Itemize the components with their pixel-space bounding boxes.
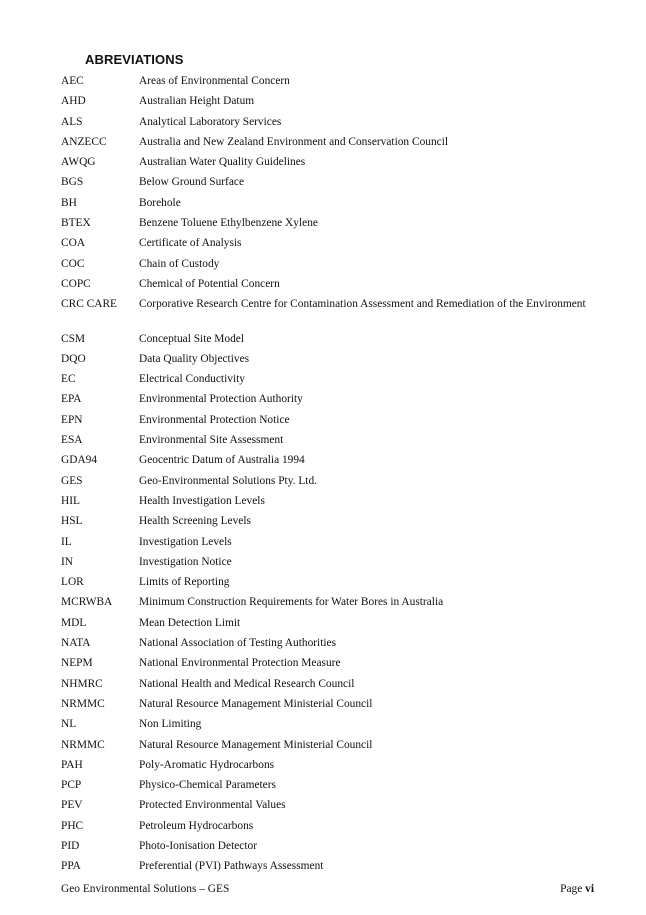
abbreviation-term: IN — [61, 555, 74, 568]
abbreviation-term: MDL — [61, 616, 87, 629]
abbreviation-definition: Health Investigation Levels — [139, 494, 265, 507]
abbreviation-definition: Chain of Custody — [139, 257, 220, 270]
page-footer — [61, 883, 594, 895]
abbreviation-term: COPC — [61, 277, 91, 290]
abbreviation-row — [61, 297, 594, 331]
abbreviation-definition: Corporative Research Centre for Contamination Assessment and Remediation of the Environment — [139, 298, 586, 311]
abbreviation-term: ESA — [61, 434, 83, 447]
abbreviation-row — [61, 257, 594, 277]
abbreviation-definition: Poly-Aromatic Hydrocarbons — [139, 758, 275, 771]
abbreviation-term: PPA — [61, 860, 81, 873]
abbreviation-row — [61, 535, 594, 555]
abbreviation-term: LOR — [61, 576, 84, 589]
abbreviation-term: PEV — [61, 799, 83, 812]
abbreviation-term: AHD — [61, 95, 86, 108]
abbreviation-row — [61, 392, 594, 412]
abbreviation-term: AEC — [61, 75, 84, 87]
abbreviation-term: NRMMC — [61, 697, 105, 710]
footer-page-label: Page — [560, 883, 586, 895]
abbreviation-term: ALS — [61, 115, 83, 128]
abbreviation-row — [61, 595, 594, 615]
abbreviation-definition: Limits of Reporting — [139, 576, 230, 589]
abbreviation-definition: Australia and New Zealand Environment and Conservation Council — [139, 135, 449, 148]
abbreviation-definition: Geocentric Datum of Australia 1994 — [139, 454, 305, 467]
abbreviation-definition: Analytical Laboratory Services — [139, 115, 282, 128]
abbreviation-definition: Investigation Notice — [139, 555, 232, 568]
abbreviation-row — [61, 474, 594, 494]
abbreviation-term: IL — [61, 535, 72, 548]
abbreviation-definition: Chemical of Potential Concern — [139, 277, 280, 290]
abbreviation-term: PHC — [61, 819, 84, 832]
abbreviation-term: GES — [61, 474, 83, 487]
abbreviation-row — [61, 738, 594, 758]
abbreviation-row — [61, 74, 594, 94]
abbreviation-term: NL — [61, 718, 77, 731]
abbreviation-term: DQO — [61, 352, 86, 365]
page-title: ABREVIATIONS — [85, 52, 184, 67]
abbreviation-row — [61, 236, 594, 256]
abbreviation-definition: Protected Environmental Values — [139, 799, 286, 812]
abbreviation-definition: Physico-Chemical Parameters — [139, 779, 276, 792]
abbreviation-definition: Australian Water Quality Guidelines — [139, 156, 306, 169]
abbreviation-row — [61, 94, 594, 114]
abbreviation-row — [61, 413, 594, 433]
abbreviation-definition: Conceptual Site Model — [139, 332, 245, 345]
abbreviations-list — [61, 74, 594, 880]
abbreviation-definition: National Environmental Protection Measure — [139, 657, 341, 670]
abbreviation-row — [61, 115, 594, 135]
abbreviation-definition: Minimum Construction Requirements for Water Bores in Australia — [139, 596, 444, 609]
abbreviation-definition: Environmental Site Assessment — [139, 434, 284, 447]
abbreviation-term: PID — [61, 839, 80, 852]
abbreviation-definition: Areas of Environmental Concern — [139, 75, 290, 87]
abbreviation-definition: Australian Height Datum — [139, 95, 255, 108]
abbreviation-term: CSM — [61, 332, 86, 345]
abbreviation-definition: Data Quality Objectives — [139, 352, 250, 365]
abbreviation-term: COA — [61, 237, 86, 250]
abbreviation-row — [61, 717, 594, 737]
abbreviation-term: BH — [61, 196, 77, 209]
abbreviation-term: BTEX — [61, 217, 91, 230]
abbreviation-row — [61, 758, 594, 778]
abbreviation-term: AWQG — [61, 156, 96, 169]
abbreviation-definition: Geo-Environmental Solutions Pty. Ltd. — [139, 474, 318, 487]
abbreviation-row — [61, 677, 594, 697]
abbreviation-definition: Borehole — [139, 196, 181, 209]
abbreviation-definition: Investigation Levels — [139, 535, 232, 548]
abbreviation-row — [61, 697, 594, 717]
abbreviation-row — [61, 839, 594, 859]
abbreviation-definition: Natural Resource Management Ministerial Council — [139, 738, 373, 751]
abbreviation-row — [61, 555, 594, 575]
abbreviation-row — [61, 277, 594, 297]
abbreviation-row — [61, 433, 594, 453]
abbreviation-term: NHMRC — [61, 677, 103, 690]
abbreviation-term: EPN — [61, 413, 83, 426]
abbreviation-term: BGS — [61, 176, 84, 189]
abbreviation-definition: Petroleum Hydrocarbons — [139, 819, 254, 832]
abbreviation-term: CRC CARE — [61, 298, 118, 311]
abbreviation-row — [61, 135, 594, 155]
abbreviation-definition: Certificate of Analysis — [139, 237, 242, 250]
abbreviation-definition: Benzene Toluene Ethylbenzene Xylene — [139, 217, 318, 230]
abbreviation-row — [61, 372, 594, 392]
abbreviation-row — [61, 616, 594, 636]
footer-page-number — [560, 883, 594, 895]
abbreviation-term: COC — [61, 257, 85, 270]
abbreviation-row — [61, 216, 594, 236]
abbreviation-definition: Non Limiting — [139, 718, 202, 731]
abbreviation-row — [61, 196, 594, 216]
abbreviation-row — [61, 352, 594, 372]
abbreviation-row — [61, 575, 594, 595]
abbreviation-term: ANZECC — [61, 135, 107, 148]
abbreviation-row — [61, 514, 594, 534]
abbreviation-row — [61, 453, 594, 473]
abbreviation-row — [61, 155, 594, 175]
abbreviation-definition: Electrical Conductivity — [139, 373, 245, 386]
abbreviation-term: NRMMC — [61, 738, 105, 751]
abbreviation-definition: Environmental Protection Authority — [139, 393, 303, 406]
abbreviation-term: MCRWBA — [61, 596, 113, 609]
abbreviation-term: HIL — [61, 494, 80, 507]
abbreviation-definition: Below Ground Surface — [139, 176, 245, 189]
abbreviation-row — [61, 859, 594, 879]
abbreviation-definition: Preferential (PVI) Pathways Assessment — [139, 860, 324, 873]
abbreviation-term: PCP — [61, 779, 82, 792]
abbreviation-row — [61, 494, 594, 514]
abbreviation-definition: Natural Resource Management Ministerial Council — [139, 697, 373, 710]
abbreviation-term: PAH — [61, 758, 83, 771]
abbreviation-term: NEPM — [61, 657, 93, 670]
abbreviation-row — [61, 332, 594, 352]
abbreviation-definition: Mean Detection Limit — [139, 616, 241, 629]
abbreviation-row — [61, 175, 594, 195]
abbreviation-row — [61, 778, 594, 798]
abbreviation-row — [61, 819, 594, 839]
abbreviation-term: EPA — [61, 393, 82, 406]
abbreviation-definition: Health Screening Levels — [139, 515, 251, 528]
abbreviation-term: HSL — [61, 515, 83, 528]
abbreviation-row — [61, 636, 594, 656]
abbreviation-definition: National Association of Testing Authorities — [139, 637, 337, 650]
footer-page-value: vi — [585, 883, 594, 895]
abbreviation-definition: Environmental Protection Notice — [139, 413, 290, 426]
footer-company: Geo Environmental Solutions – GES — [61, 883, 230, 895]
abbreviation-term: NATA — [61, 637, 91, 650]
abbreviation-definition: National Health and Medical Research Council — [139, 677, 355, 690]
abbreviation-row — [61, 656, 594, 676]
abbreviation-row — [61, 798, 594, 818]
abbreviation-term: EC — [61, 373, 76, 386]
abbreviation-definition: Photo-Ionisation Detector — [139, 839, 257, 852]
abbreviation-term: GDA94 — [61, 454, 98, 467]
